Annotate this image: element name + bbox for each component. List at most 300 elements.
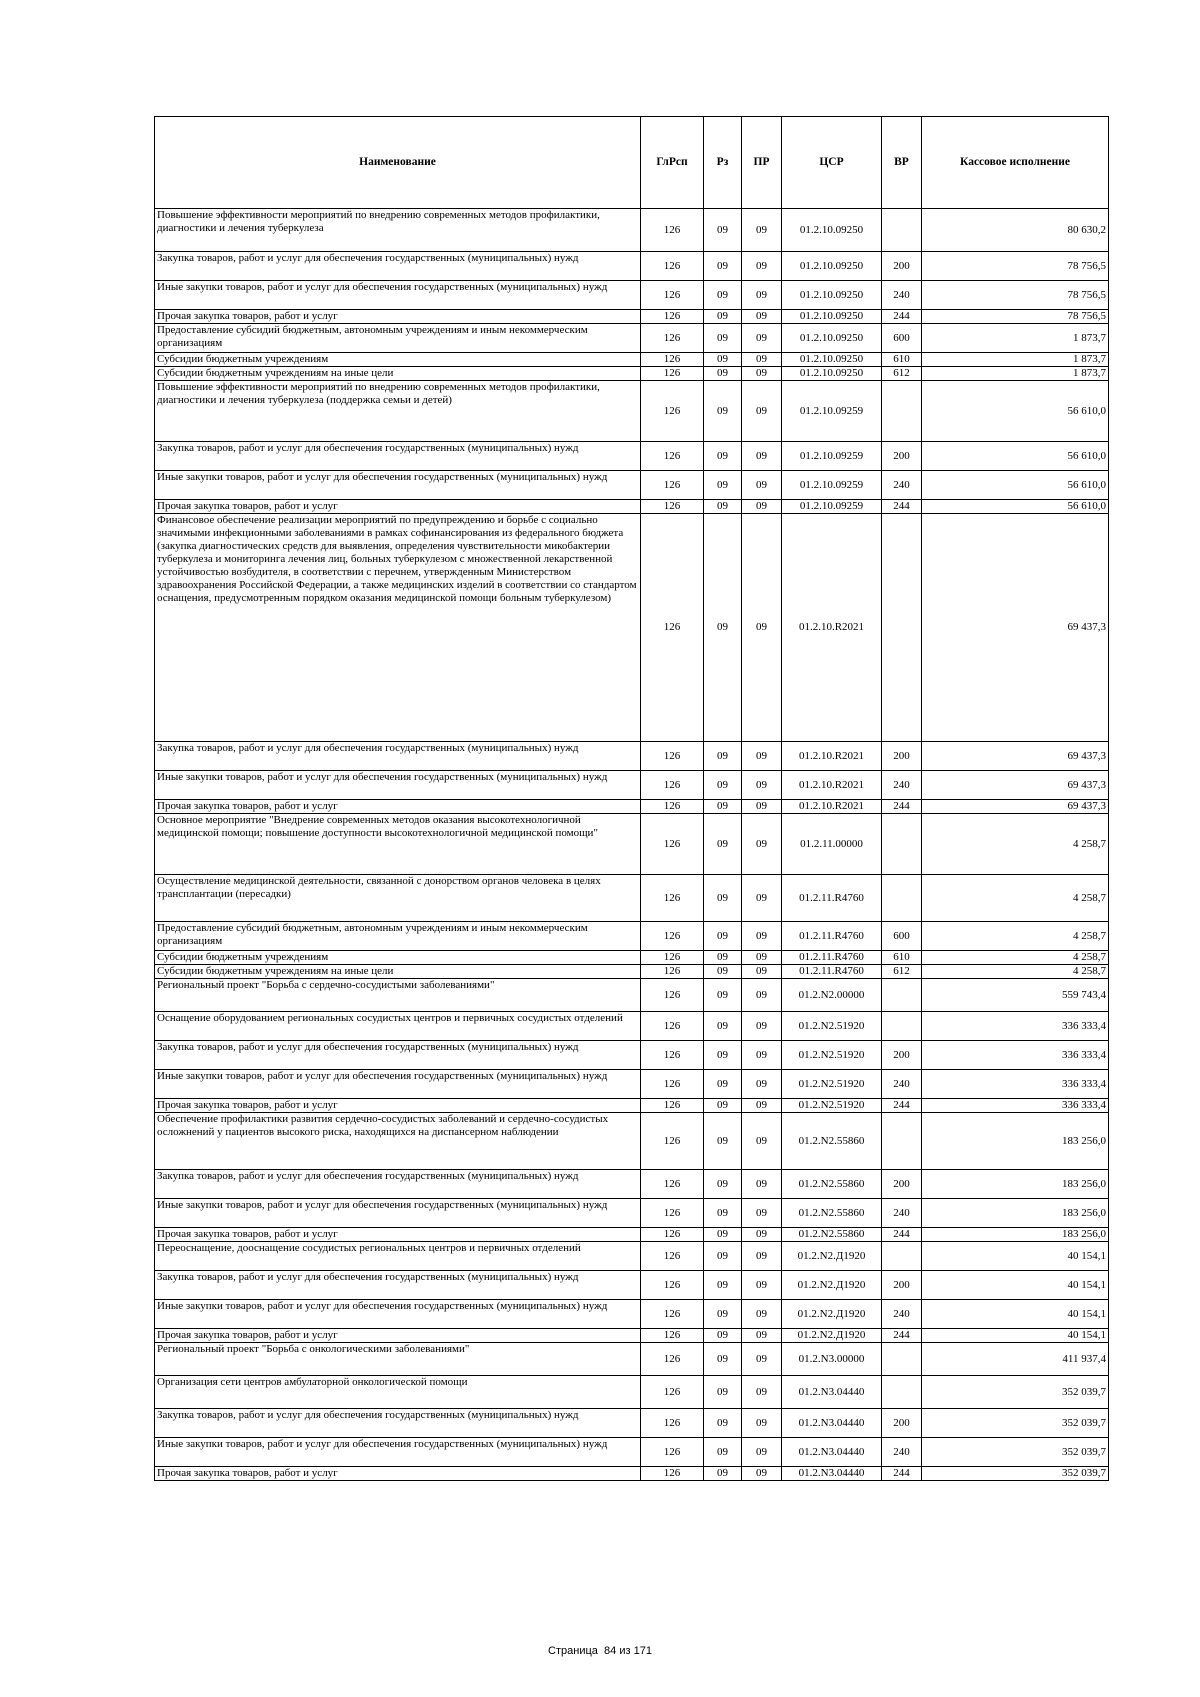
cell-glrsp: 126	[641, 1438, 704, 1467]
cell-rz: 09	[704, 1099, 742, 1113]
cell-pr: 09	[742, 1228, 782, 1242]
cell-name: Региональный проект "Борьба с сердечно-сосудистыми заболеваниями"	[155, 979, 641, 1012]
cell-vr: 612	[882, 367, 922, 381]
cell-glrsp: 126	[641, 1409, 704, 1438]
cell-pr: 09	[742, 471, 782, 500]
cell-csr: 01.2.10.09259	[782, 471, 882, 500]
cell-glrsp: 126	[641, 742, 704, 771]
cell-vr: 240	[882, 771, 922, 800]
cell-rz: 09	[704, 310, 742, 324]
table-row	[155, 1228, 1109, 1242]
cell-vr: 610	[882, 353, 922, 367]
table-row	[155, 1467, 1109, 1481]
cell-amount: 336 333,4	[922, 1041, 1109, 1070]
page-total: 171	[633, 1645, 652, 1657]
table-row	[155, 1113, 1109, 1170]
cell-name: Закупка товаров, работ и услуг для обеспечения государственных (муниципальных) нужд	[155, 1170, 641, 1199]
cell-glrsp: 126	[641, 1170, 704, 1199]
cell-csr: 01.2.10.09250	[782, 209, 882, 252]
cell-vr: 240	[882, 471, 922, 500]
cell-rz: 09	[704, 800, 742, 814]
cell-pr: 09	[742, 209, 782, 252]
cell-name: Иные закупки товаров, работ и услуг для обеспечения государственных (муниципальных) нужд	[155, 1300, 641, 1329]
table-row	[155, 1099, 1109, 1113]
cell-csr: 01.2.N2.51920	[782, 1070, 882, 1099]
cell-vr: 200	[882, 1041, 922, 1070]
table-header	[155, 117, 1109, 209]
cell-name: Закупка товаров, работ и услуг для обеспечения государственных (муниципальных) нужд	[155, 252, 641, 281]
page-number: 84	[604, 1645, 617, 1657]
cell-amount: 1 873,7	[922, 367, 1109, 381]
cell-rz: 09	[704, 1012, 742, 1041]
cell-rz: 09	[704, 875, 742, 922]
cell-name: Иные закупки товаров, работ и услуг для обеспечения государственных (муниципальных) нужд	[155, 1438, 641, 1467]
cell-csr: 01.2.10.R2021	[782, 742, 882, 771]
cell-csr: 01.2.11.R4760	[782, 965, 882, 979]
cell-csr: 01.2.N3.04440	[782, 1438, 882, 1467]
table-row	[155, 310, 1109, 324]
table-row	[155, 1376, 1109, 1409]
cell-vr: 244	[882, 1329, 922, 1343]
table-row	[155, 965, 1109, 979]
cell-glrsp: 126	[641, 1271, 704, 1300]
cell-rz: 09	[704, 324, 742, 353]
cell-pr: 09	[742, 1329, 782, 1343]
cell-vr: 244	[882, 1467, 922, 1481]
cell-name: Иные закупки товаров, работ и услуг для обеспечения государственных (муниципальных) нужд	[155, 1199, 641, 1228]
cell-glrsp: 126	[641, 1099, 704, 1113]
table-row	[155, 1409, 1109, 1438]
cell-glrsp: 126	[641, 1300, 704, 1329]
cell-name: Предоставление субсидий бюджетным, автономным учреждениям и иным некоммерческим организациям	[155, 922, 641, 951]
cell-name: Финансовое обеспечение реализации мероприятий по предупреждению и борьбе с социально значимыми инфекционными заболеваниями в рамках софинансирования из федерального бюджета (закупка диагностических средств для выявления, определения чувствительности микобактерии туберкулеза и мониторинга лечения лиц, больных туберкулезом с множественной лекарственной устойчивостью возбудителя, в соответствии с перечнем, утвержденным Министерством здравоохранения Российской Федерации, а также медицинских изделий в соответствии со стандартом оснащения, предусмотренным порядком оказания медицинской помощи больным туберкулезом)	[155, 514, 641, 742]
cell-glrsp: 126	[641, 324, 704, 353]
cell-glrsp: 126	[641, 922, 704, 951]
cell-csr: 01.2.N2.55860	[782, 1228, 882, 1242]
cell-pr: 09	[742, 1467, 782, 1481]
table-row	[155, 209, 1109, 252]
cell-name: Прочая закупка товаров, работ и услуг	[155, 1228, 641, 1242]
table-row	[155, 1070, 1109, 1099]
cell-vr	[882, 1376, 922, 1409]
cell-amount: 183 256,0	[922, 1199, 1109, 1228]
cell-csr: 01.2.N2.Д1920	[782, 1242, 882, 1271]
cell-pr: 09	[742, 1170, 782, 1199]
cell-vr	[882, 514, 922, 742]
cell-pr: 09	[742, 1199, 782, 1228]
cell-amount: 56 610,0	[922, 500, 1109, 514]
cell-pr: 09	[742, 1271, 782, 1300]
cell-rz: 09	[704, 500, 742, 514]
cell-pr: 09	[742, 324, 782, 353]
cell-csr: 01.2.10.09250	[782, 324, 882, 353]
cell-csr: 01.2.10.09250	[782, 310, 882, 324]
cell-amount: 183 256,0	[922, 1228, 1109, 1242]
page-of-label: из	[619, 1645, 631, 1657]
cell-glrsp: 126	[641, 1343, 704, 1376]
cell-name: Закупка товаров, работ и услуг для обеспечения государственных (муниципальных) нужд	[155, 1271, 641, 1300]
cell-glrsp: 126	[641, 1199, 704, 1228]
cell-pr: 09	[742, 1376, 782, 1409]
cell-pr: 09	[742, 353, 782, 367]
cell-vr: 244	[882, 800, 922, 814]
cell-pr: 09	[742, 1409, 782, 1438]
cell-csr: 01.2.11.R4760	[782, 875, 882, 922]
cell-rz: 09	[704, 742, 742, 771]
cell-vr	[882, 1343, 922, 1376]
cell-glrsp: 126	[641, 1467, 704, 1481]
cell-rz: 09	[704, 281, 742, 310]
cell-rz: 09	[704, 1242, 742, 1271]
cell-name: Иные закупки товаров, работ и услуг для обеспечения государственных (муниципальных) нужд	[155, 1070, 641, 1099]
cell-glrsp: 126	[641, 500, 704, 514]
cell-amount: 352 039,7	[922, 1409, 1109, 1438]
cell-glrsp: 126	[641, 310, 704, 324]
cell-name: Повышение эффективности мероприятий по внедрению современных методов профилактики, диагностики и лечения туберкулеза	[155, 209, 641, 252]
cell-vr: 240	[882, 1070, 922, 1099]
table-row	[155, 771, 1109, 800]
cell-rz: 09	[704, 1409, 742, 1438]
cell-amount: 56 610,0	[922, 471, 1109, 500]
cell-amount: 1 873,7	[922, 324, 1109, 353]
cell-glrsp: 126	[641, 1228, 704, 1242]
cell-name: Закупка товаров, работ и услуг для обеспечения государственных (муниципальных) нужд	[155, 742, 641, 771]
cell-pr: 09	[742, 814, 782, 875]
cell-vr	[882, 875, 922, 922]
cell-csr: 01.2.N2.55860	[782, 1199, 882, 1228]
cell-glrsp: 126	[641, 1242, 704, 1271]
table-row	[155, 1300, 1109, 1329]
cell-amount: 352 039,7	[922, 1376, 1109, 1409]
table-row	[155, 367, 1109, 381]
cell-pr: 09	[742, 310, 782, 324]
table-row	[155, 1242, 1109, 1271]
cell-amount: 336 333,4	[922, 1099, 1109, 1113]
cell-pr: 09	[742, 252, 782, 281]
cell-vr: 200	[882, 1170, 922, 1199]
cell-rz: 09	[704, 965, 742, 979]
cell-csr: 01.2.N3.04440	[782, 1376, 882, 1409]
cell-pr: 09	[742, 1242, 782, 1271]
table-row	[155, 500, 1109, 514]
table-row	[155, 875, 1109, 922]
cell-name: Повышение эффективности мероприятий по внедрению современных методов профилактики, диагностики и лечения туберкулеза (поддержка семьи и детей)	[155, 381, 641, 442]
cell-rz: 09	[704, 442, 742, 471]
cell-name: Предоставление субсидий бюджетным, автономным учреждениям и иным некоммерческим организациям	[155, 324, 641, 353]
table-row	[155, 281, 1109, 310]
cell-csr: 01.2.N2.Д1920	[782, 1300, 882, 1329]
cell-rz: 09	[704, 1467, 742, 1481]
table-row	[155, 979, 1109, 1012]
cell-name: Закупка товаров, работ и услуг для обеспечения государственных (муниципальных) нужд	[155, 1409, 641, 1438]
table-row	[155, 1343, 1109, 1376]
cell-name: Прочая закупка товаров, работ и услуг	[155, 1329, 641, 1343]
cell-amount: 40 154,1	[922, 1271, 1109, 1300]
cell-csr: 01.2.10.09250	[782, 367, 882, 381]
cell-rz: 09	[704, 1438, 742, 1467]
cell-pr: 09	[742, 367, 782, 381]
cell-amount: 78 756,5	[922, 252, 1109, 281]
cell-csr: 01.2.10.09250	[782, 281, 882, 310]
cell-glrsp: 126	[641, 367, 704, 381]
cell-amount: 4 258,7	[922, 922, 1109, 951]
cell-csr: 01.2.N2.Д1920	[782, 1271, 882, 1300]
cell-rz: 09	[704, 367, 742, 381]
cell-vr: 200	[882, 252, 922, 281]
table-row	[155, 353, 1109, 367]
cell-rz: 09	[704, 381, 742, 442]
header-glrsp: ГлРсп	[641, 117, 704, 209]
cell-pr: 09	[742, 800, 782, 814]
table-row	[155, 951, 1109, 965]
cell-pr: 09	[742, 1070, 782, 1099]
cell-amount: 183 256,0	[922, 1170, 1109, 1199]
cell-glrsp: 126	[641, 209, 704, 252]
cell-name: Субсидии бюджетным учреждениям	[155, 353, 641, 367]
table-row	[155, 471, 1109, 500]
cell-csr: 01.2.10.R2021	[782, 800, 882, 814]
cell-vr: 240	[882, 1438, 922, 1467]
table-row	[155, 324, 1109, 353]
cell-vr: 610	[882, 951, 922, 965]
cell-vr: 244	[882, 1228, 922, 1242]
table-row	[155, 252, 1109, 281]
cell-name: Прочая закупка товаров, работ и услуг	[155, 800, 641, 814]
cell-rz: 09	[704, 1170, 742, 1199]
cell-amount: 352 039,7	[922, 1467, 1109, 1481]
cell-name: Закупка товаров, работ и услуг для обеспечения государственных (муниципальных) нужд	[155, 442, 641, 471]
table-row	[155, 514, 1109, 742]
cell-glrsp: 126	[641, 771, 704, 800]
cell-pr: 09	[742, 922, 782, 951]
cell-csr: 01.2.N3.00000	[782, 1343, 882, 1376]
cell-amount: 69 437,3	[922, 800, 1109, 814]
cell-amount: 4 258,7	[922, 965, 1109, 979]
cell-glrsp: 126	[641, 1376, 704, 1409]
cell-glrsp: 126	[641, 965, 704, 979]
cell-rz: 09	[704, 1041, 742, 1070]
cell-name: Закупка товаров, работ и услуг для обеспечения государственных (муниципальных) нужд	[155, 1041, 641, 1070]
cell-pr: 09	[742, 1012, 782, 1041]
cell-csr: 01.2.N2.51920	[782, 1099, 882, 1113]
cell-vr: 200	[882, 1409, 922, 1438]
cell-amount: 40 154,1	[922, 1300, 1109, 1329]
cell-name: Региональный проект "Борьба с онкологическими заболеваниями"	[155, 1343, 641, 1376]
cell-rz: 09	[704, 514, 742, 742]
cell-csr: 01.2.10.09259	[782, 500, 882, 514]
cell-csr: 01.2.10.09259	[782, 381, 882, 442]
cell-name: Иные закупки товаров, работ и услуг для обеспечения государственных (муниципальных) нужд	[155, 771, 641, 800]
page-label: Страница	[548, 1645, 598, 1657]
cell-vr: 244	[882, 1099, 922, 1113]
cell-pr: 09	[742, 514, 782, 742]
cell-rz: 09	[704, 1199, 742, 1228]
cell-pr: 09	[742, 281, 782, 310]
cell-rz: 09	[704, 1070, 742, 1099]
cell-rz: 09	[704, 922, 742, 951]
table-row	[155, 1041, 1109, 1070]
cell-rz: 09	[704, 353, 742, 367]
cell-csr: 01.2.N2.55860	[782, 1170, 882, 1199]
cell-amount: 336 333,4	[922, 1070, 1109, 1099]
cell-glrsp: 126	[641, 979, 704, 1012]
cell-amount: 352 039,7	[922, 1438, 1109, 1467]
cell-vr: 244	[882, 310, 922, 324]
cell-glrsp: 126	[641, 353, 704, 367]
cell-pr: 09	[742, 381, 782, 442]
cell-vr: 600	[882, 922, 922, 951]
cell-vr	[882, 814, 922, 875]
cell-rz: 09	[704, 209, 742, 252]
cell-amount: 69 437,3	[922, 771, 1109, 800]
table-row	[155, 1199, 1109, 1228]
cell-csr: 01.2.10.R2021	[782, 771, 882, 800]
cell-name: Переоснащение, дооснащение сосудистых региональных центров и первичных отделений	[155, 1242, 641, 1271]
cell-pr: 09	[742, 442, 782, 471]
cell-glrsp: 126	[641, 281, 704, 310]
cell-rz: 09	[704, 951, 742, 965]
cell-vr: 240	[882, 281, 922, 310]
cell-vr	[882, 1113, 922, 1170]
cell-csr: 01.2.10.09250	[782, 252, 882, 281]
cell-name: Оснащение оборудованием региональных сосудистых центров и первичных сосудистых отделений	[155, 1012, 641, 1041]
cell-name: Иные закупки товаров, работ и услуг для обеспечения государственных (муниципальных) нужд	[155, 471, 641, 500]
table-body	[155, 209, 1109, 1481]
cell-pr: 09	[742, 1438, 782, 1467]
cell-name: Субсидии бюджетным учреждениям на иные цели	[155, 367, 641, 381]
cell-name: Организация сети центров амбулаторной онкологической помощи	[155, 1376, 641, 1409]
cell-glrsp: 126	[641, 1041, 704, 1070]
cell-glrsp: 126	[641, 442, 704, 471]
cell-vr: 200	[882, 442, 922, 471]
cell-name: Субсидии бюджетным учреждениям	[155, 951, 641, 965]
cell-name: Субсидии бюджетным учреждениям на иные цели	[155, 965, 641, 979]
cell-name: Прочая закупка товаров, работ и услуг	[155, 500, 641, 514]
cell-glrsp: 126	[641, 1113, 704, 1170]
table-row	[155, 1329, 1109, 1343]
cell-pr: 09	[742, 1099, 782, 1113]
cell-amount: 56 610,0	[922, 381, 1109, 442]
cell-vr	[882, 979, 922, 1012]
cell-csr: 01.2.N2.Д1920	[782, 1329, 882, 1343]
cell-vr: 200	[882, 742, 922, 771]
cell-glrsp: 126	[641, 951, 704, 965]
cell-glrsp: 126	[641, 514, 704, 742]
cell-amount: 559 743,4	[922, 979, 1109, 1012]
cell-amount: 40 154,1	[922, 1242, 1109, 1271]
cell-csr: 01.2.11.R4760	[782, 922, 882, 951]
cell-amount: 69 437,3	[922, 742, 1109, 771]
header-pr: ПР	[742, 117, 782, 209]
budget-execution-table	[154, 116, 1109, 1481]
cell-amount: 4 258,7	[922, 875, 1109, 922]
table-row	[155, 1170, 1109, 1199]
cell-amount: 1 873,7	[922, 353, 1109, 367]
cell-glrsp: 126	[641, 1070, 704, 1099]
cell-vr	[882, 381, 922, 442]
cell-csr: 01.2.10.R2021	[782, 514, 882, 742]
cell-rz: 09	[704, 1343, 742, 1376]
cell-amount: 69 437,3	[922, 514, 1109, 742]
table-row	[155, 1012, 1109, 1041]
table-row	[155, 922, 1109, 951]
cell-name: Осуществление медицинской деятельности, связанной с донорством органов человека в целях трансплантации (пересадки)	[155, 875, 641, 922]
cell-pr: 09	[742, 1343, 782, 1376]
cell-amount: 56 610,0	[922, 442, 1109, 471]
cell-glrsp: 126	[641, 471, 704, 500]
cell-pr: 09	[742, 951, 782, 965]
table-row	[155, 381, 1109, 442]
cell-glrsp: 126	[641, 875, 704, 922]
cell-vr: 244	[882, 500, 922, 514]
cell-pr: 09	[742, 771, 782, 800]
cell-glrsp: 126	[641, 1012, 704, 1041]
cell-amount: 4 258,7	[922, 814, 1109, 875]
cell-amount: 411 937,4	[922, 1343, 1109, 1376]
cell-name: Основное мероприятие "Внедрение современных методов оказания высокотехнологичной медицинской помощи; повышение доступности высокотехнологичной медицинской помощи"	[155, 814, 641, 875]
cell-amount: 78 756,5	[922, 281, 1109, 310]
cell-rz: 09	[704, 1271, 742, 1300]
cell-csr: 01.2.N2.00000	[782, 979, 882, 1012]
cell-rz: 09	[704, 1300, 742, 1329]
table-row	[155, 1271, 1109, 1300]
cell-amount: 78 756,5	[922, 310, 1109, 324]
cell-vr	[882, 1012, 922, 1041]
cell-pr: 09	[742, 500, 782, 514]
cell-glrsp: 126	[641, 381, 704, 442]
cell-pr: 09	[742, 1113, 782, 1170]
cell-vr	[882, 209, 922, 252]
cell-csr: 01.2.N3.04440	[782, 1409, 882, 1438]
header-vr: ВР	[882, 117, 922, 209]
table-row	[155, 800, 1109, 814]
cell-vr: 240	[882, 1199, 922, 1228]
cell-csr: 01.2.N3.04440	[782, 1467, 882, 1481]
cell-glrsp: 126	[641, 252, 704, 281]
cell-rz: 09	[704, 1228, 742, 1242]
cell-pr: 09	[742, 1300, 782, 1329]
cell-rz: 09	[704, 771, 742, 800]
cell-csr: 01.2.11.R4760	[782, 951, 882, 965]
cell-name: Прочая закупка товаров, работ и услуг	[155, 1467, 641, 1481]
cell-name: Прочая закупка товаров, работ и услуг	[155, 310, 641, 324]
cell-csr: 01.2.11.00000	[782, 814, 882, 875]
cell-rz: 09	[704, 1329, 742, 1343]
cell-amount: 40 154,1	[922, 1329, 1109, 1343]
cell-pr: 09	[742, 742, 782, 771]
cell-rz: 09	[704, 1113, 742, 1170]
cell-name: Обеспечение профилактики развития сердечно-сосудистых заболеваний и сердечно-сосудистых осложнений у пациентов высокого риска, находящихся на диспансерном наблюдении	[155, 1113, 641, 1170]
cell-glrsp: 126	[641, 1329, 704, 1343]
cell-amount: 336 333,4	[922, 1012, 1109, 1041]
header-rz: Рз	[704, 117, 742, 209]
cell-rz: 09	[704, 471, 742, 500]
cell-pr: 09	[742, 965, 782, 979]
table-row	[155, 1438, 1109, 1467]
table-row	[155, 742, 1109, 771]
header-amount: Кассовое исполнение	[922, 117, 1109, 209]
table-row	[155, 814, 1109, 875]
page-footer	[0, 1645, 1200, 1657]
cell-vr: 200	[882, 1271, 922, 1300]
cell-name: Иные закупки товаров, работ и услуг для обеспечения государственных (муниципальных) нужд	[155, 281, 641, 310]
cell-pr: 09	[742, 979, 782, 1012]
cell-rz: 09	[704, 252, 742, 281]
header-name: Наименование	[155, 117, 641, 209]
cell-csr: 01.2.N2.51920	[782, 1012, 882, 1041]
cell-pr: 09	[742, 875, 782, 922]
header-csr: ЦСР	[782, 117, 882, 209]
